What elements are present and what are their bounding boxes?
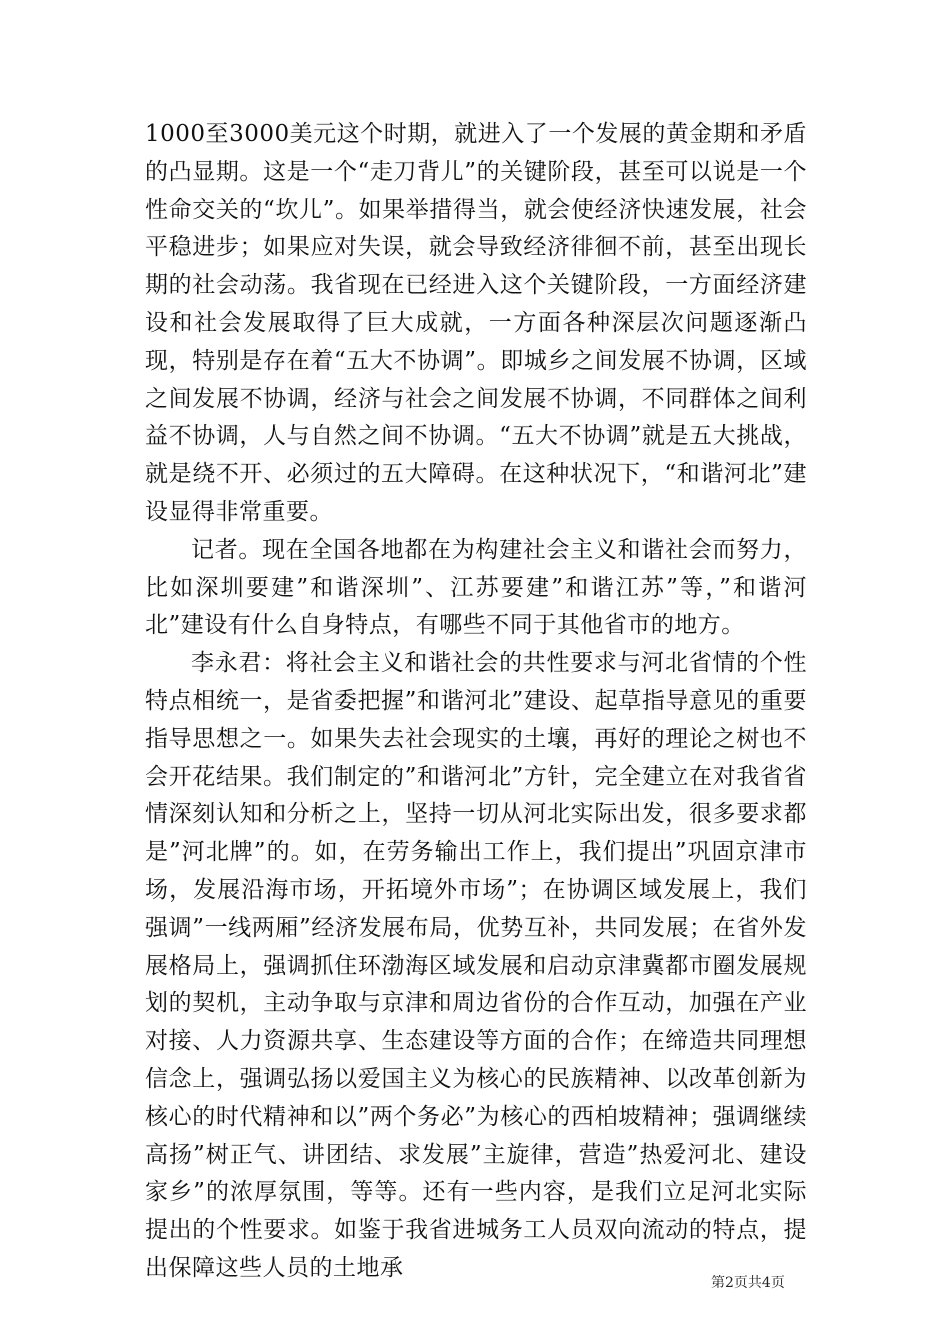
document-body (145, 116, 807, 1288)
paragraph-development-stage: 1000至3000美元这个时期，就进入了一个发展的黄金期和矛盾的凸显期。这是一个“走刀背儿”的关键阶段，甚至可以说是一个性命交关的“坎儿”。如果举措得当，就会使经济快速发展，社会平稳进步；如果应对失误，就会导致经济徘徊不前，甚至出现长期的社会动荡。我省现在已经进入这个关键阶段，一方面经济建设和社会发展取得了巨大成就，一方面各种深层次问题逐渐凸现，特别是存在着“五大不协调”。即城乡之间发展不协调，区域之间发展不协调，经济与社会之间发展不协调，不同群体之间利益不协调，人与自然之间不协调。“五大不协调”就是五大挑战，就是绕不开、必须过的五大障碍。在这种状况下，“和谐河北”建设显得非常重要。 (145, 121, 807, 525)
paragraph-reporter-question: 记者。现在全国各地都在为构建社会主义和谐社会而努力，比如深圳要建”和谐深圳”、江苏要建”和谐江苏”等，”和谐河北”建设有什么自身特点，有哪些不同于其他省市的地方。 (145, 536, 807, 639)
page-number-footer: 第2页共4页 (711, 1275, 785, 1291)
paragraph-li-yongjun-answer: 李永君：将社会主义和谐社会的共性要求与河北省情的个性特点相统一，是省委把握”和谐河北”建设、起草指导意见的重要指导思想之一。如果失去社会现实的土壤，再好的理论之树也不会开花结果。我们制定的”和谐河北”方针，完全建立在对我省省情深刻认知和分析之上，坚持一切从河北实际出发，很多要求都是”河北牌”的。如，在劳务输出工作上，我们提出”巩固京津市场，发展沿海市场，开拓境外市场”；在协调区域发展上，我们强调”一线两厢”经济发展布局，优势互补，共同发展；在省外发展格局上，强调抓住环渤海区域发展和启动京津冀都市圈发展规划的契机，主动争取与京津和周边省份的合作互动，加强在产业对接、人力资源共享、生态建设等方面的合作；在缔造共同理想信念上，强调弘扬以爱国主义为核心的民族精神、以改革创新为核心的时代精神和以”两个务必”为核心的西柏坡精神；强调继续高扬”树正气、讲团结、求发展”主旋律，营造”热爱河北、建设家乡”的浓厚氛围，等等。还有一些内容，是我们立足河北实际提出的个性要求。如鉴于我省进城务工人员双向流动的特点，提出保障这些人员的土地承 (145, 650, 807, 1281)
